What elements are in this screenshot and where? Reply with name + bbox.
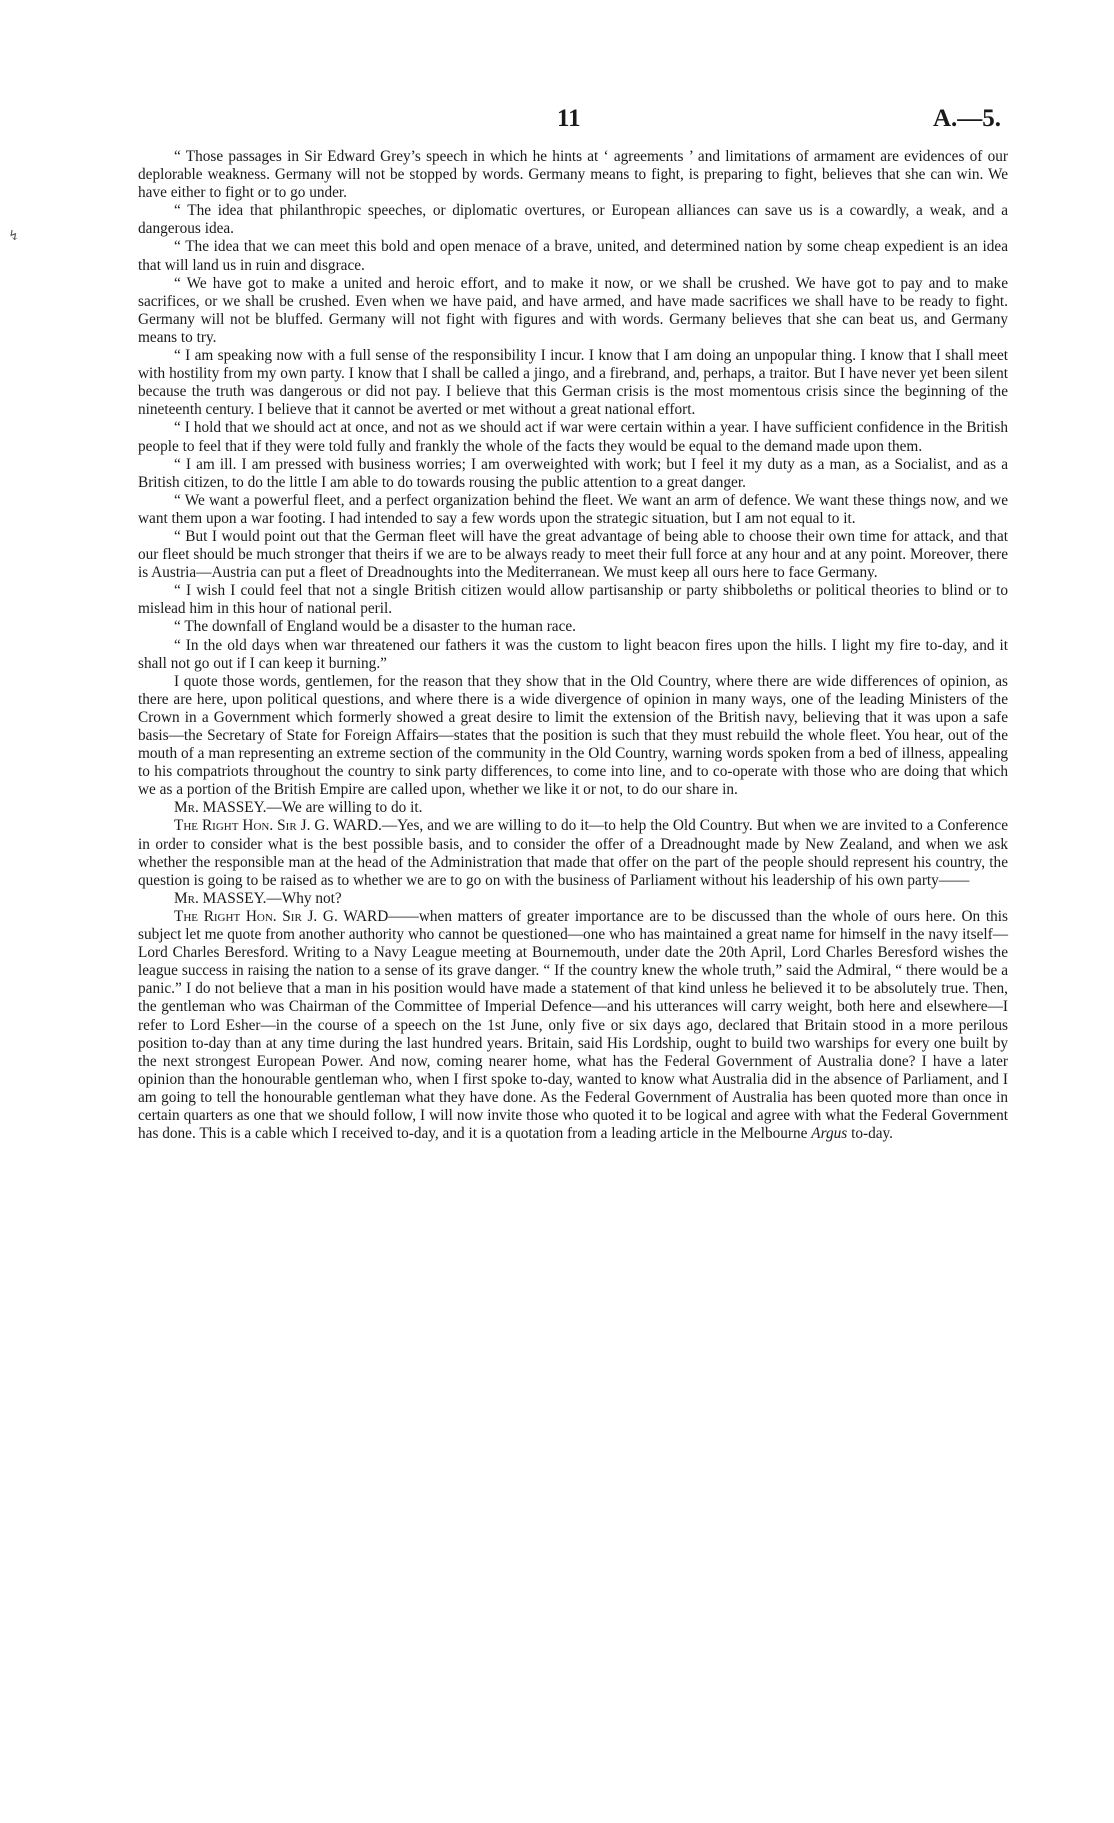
paragraph: “ The downfall of England would be a disaster to the human race. [174, 618, 576, 636]
speaker-name: Mr. MASSEY. [174, 799, 267, 817]
paragraph: “ The idea that we can meet this bold and open menace of a brave, united, and determined nation by some cheap expedient is an idea that will land us in ruin and disgrace. [138, 238, 1008, 274]
speech-text: —Why not? [266, 889, 342, 907]
speech-ward-2 [138, 908, 1008, 1143]
paragraph: “ Those passages in Sir Edward Grey’s speech in which he hints at ‘ agreements ’ and limitations of armament are evidences of our deplorable weakness. Germany will not be stopped by words. Germany means to fight, is preparing to fight, believes that she can win. We have either to fight or to go under. [138, 148, 1008, 202]
document-body [138, 148, 1008, 1143]
page-number: 11 [557, 105, 581, 132]
paragraph: “ I am speaking now with a full sense of the responsibility I incur. I know that I am doing an unpopular thing. I know that I shall meet with hostility from my own party. I know that I shall be called a jingo, and a firebrand, and, perhaps, a traitor. But I have never yet been silent because the truth was dangerous or did not pay. I believe that this German crisis is the most momentous crisis since the beginning of the nineteenth century. I believe that it cannot be averted or met without a great national effort. [138, 347, 1008, 419]
paragraph: “ But I would point out that the German fleet will have the great advantage of being able to choose their own time for attack, and that our fleet should be much stronger that theirs if we are to be always ready to meet their full force at any hour and at any point. Moreover, there is Austria—Austria can put a fleet of Dreadnoughts into the Mediterranean. We must keep all ours here to face Germany. [138, 527, 1008, 582]
paragraph: “ In the old days when war threatened our fathers it was the custom to light beacon fires upon the hills. I light my fire to-day, and it shall not go out if I can keep it burning.” [138, 636, 1008, 672]
speaker-name: The Right Hon. Sir J. G. WARD. [174, 817, 382, 835]
speech-text: —We are willing to do it. [266, 799, 423, 817]
paragraph: “ I am ill. I am pressed with business worries; I am overweighted with work; but I feel it my duty as a man, as a Socialist, and as a British citizen, to do the little I am able to do towards rousing the public attention to a great danger. [138, 455, 1008, 491]
margin-mark-icon: ↯ [8, 229, 20, 244]
newspaper-title: Argus [811, 1125, 848, 1143]
speech-text: ——when matters of greater importance are to be discussed than the whole of ours here. On this subject let me quote from another authority who cannot be questioned—one who has maintained a great name for himself in the navy itself—Lord Charles Beresford. Writing to a Navy League meeting at Bournemouth, under date the 20th April, Lord Charles Beresford wishes the league success in raising the nation to a sense of its grave danger. “ If the country knew the whole truth,” said the Admiral, “ there would be a panic.” I do not believe that a man in his position would have made a statement of that kind unless he believed it to be absolutely true. Then, the gentleman who was Chairman of the Committee of Imperial Defence—and his utterances will carry weight, both here and elsewhere—I refer to Lord Esher—in the course of a speech on the 1st June, only five or six days ago, declared that Britain stood in a more perilous position to-day than at any time during the last hundred years. Britain, said His Lordship, ought to build two warships for every one built by the next strongest European Power. And now, coming nearer home, what has the Federal Government of Australia done? I have a later opinion than the honourable gentleman who, when I first spoke to-day, wanted to know what Australia did in the absence of Parliament, and I am going to tell the honourable gentleman what they have done. As the Federal Government of Australia has been quoted more than once in certain quarters as one that we should follow, I will now invite those who quoted it to be logical and agree with what the Federal Government has done. This is a cable which I received to-day, and it is a quotation from a leading article in the Melbourne [138, 907, 1008, 1143]
paragraph: I quote those words, gentlemen, for the reason that they show that in the Old Country, where there are wide differences of opinion, as there are here, upon political questions, and where there is a wide divergence of opinion in many ways, one of the leading Ministers of the Crown in a Government which formerly showed a great desire to limit the extension of the British navy, believing that it was upon a safe basis—the Secretary of State for Foreign Affairs—states that the position is such that they must rebuild the whole fleet. You hear, out of the mouth of a man representing an extreme section of the community in the Old Country, warning words spoken from a bed of illness, appealing to his compatriots throughout the country to sink party differences, to come into line, and to co-operate with those who are doing that which we as a portion of the British Empire are called upon, whether we like it or not, to do our share in. [138, 672, 1008, 799]
speaker-name: The Right Hon. Sir J. G. WARD [174, 907, 389, 925]
paragraph: “ I wish I could feel that not a single British citizen would allow partisanship or party shibboleths or political theories to blind or to mislead him in this hour of national peril. [138, 582, 1008, 618]
speech-text-end: to-day. [847, 1125, 893, 1143]
speech-massey-1 [138, 799, 1008, 817]
paragraph: “ The idea that philanthropic speeches, or diplomatic overtures, or European alliances can save us is a cowardly, a weak, and a dangerous idea. [138, 202, 1008, 238]
page-header [0, 104, 1114, 134]
speech-text: —Yes, and we are willing to do it—to help the Old Country. But when we are invited to a Conference in order to consider what is the best possible basis, and to consider the offer of a Dreadnought made by New Zealand, and when we ask whether the responsible man at the head of the Administration that made that offer on the part of the people should represent his country, the question is going to be raised as to whether we are to go on with the business of Parliament without his leadership of his own party—— [138, 817, 1008, 889]
paragraph: “ We want a powerful fleet, and a perfect organization behind the fleet. We want an arm of defence. We want these things now, and we want them upon a war footing. I had intended to say a few words upon the strategic situation, but I am not equal to it. [138, 491, 1008, 527]
document-reference: A.—5. [932, 105, 1001, 132]
paragraph: “ I hold that we should act at once, and not as we should act if war were certain within a year. I have sufficient confidence in the British people to feel that if they were told fully and frankly the whole of the facts they would be equal to the demand made upon them. [138, 419, 1008, 455]
paragraph: “ We have got to make a united and heroic effort, and to make it now, or we shall be crushed. We have got to pay and to make sacrifices, or we shall be crushed. Even when we have paid, and have armed, and have made sacrifices we shall have to be ready to fight. Germany will not be bluffed. Germany will not fight with figures and with words. Germany believes that she can beat us, and Germany means to try. [138, 274, 1008, 346]
speech-ward-1 [138, 817, 1008, 889]
speaker-name: Mr. MASSEY. [174, 889, 267, 907]
speech-massey-2 [138, 890, 1008, 908]
